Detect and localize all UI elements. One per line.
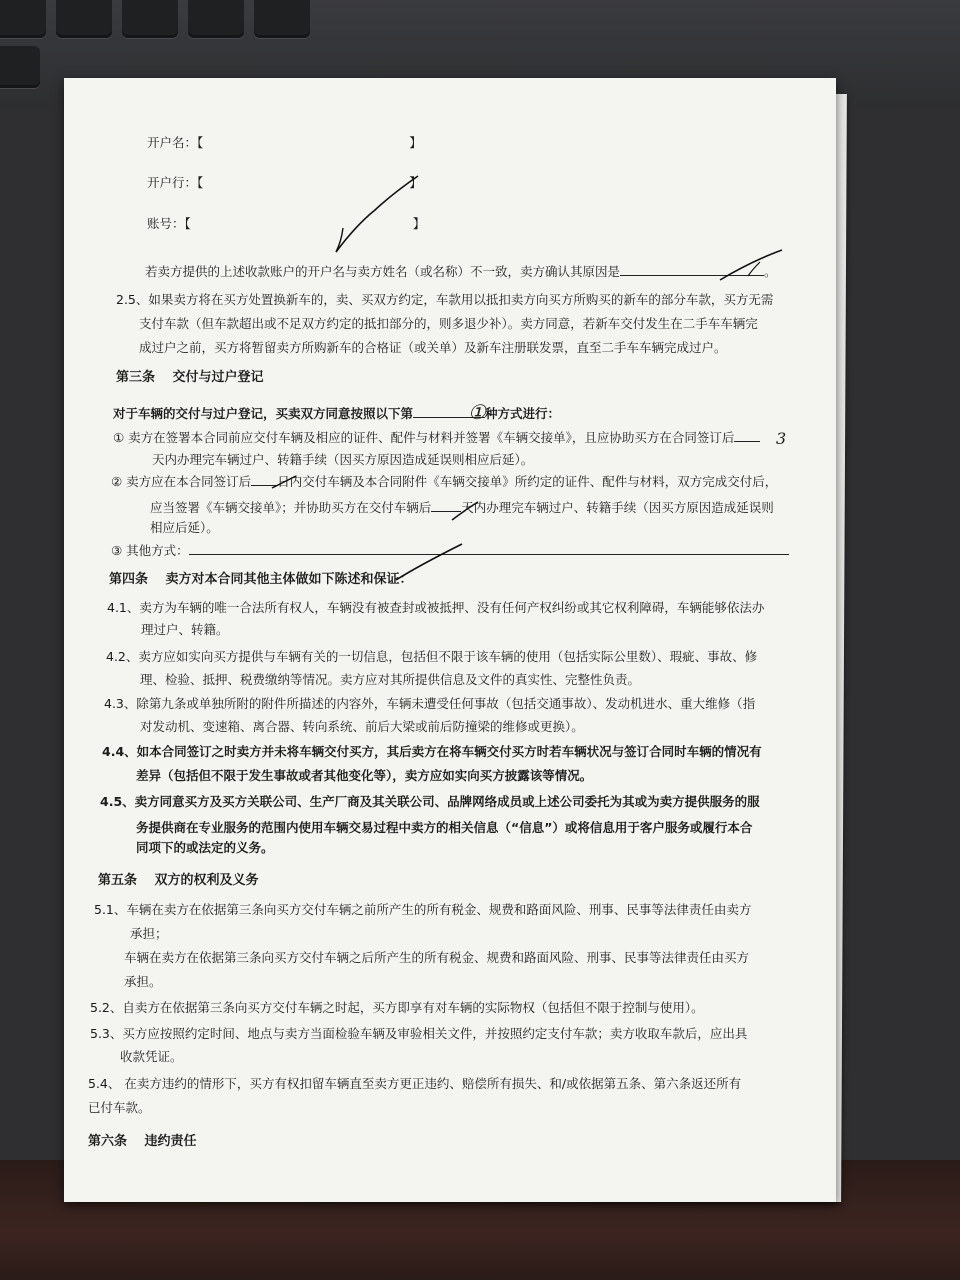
option-1-line-2: 天内办理完车辆过户、转籍手续（因买方原因造成延误则相应后延）。 [152,452,534,467]
clause-5-4-line-2: 已付车款。 [88,1100,151,1115]
bank-field: 开户行：【 】 [147,175,422,190]
option-3: ③ 其他方式： [111,541,789,559]
article-4-title: 第四条 卖方对本合同其他主体做如下陈述和保证： [109,572,413,587]
clause-5-1-line-4: 承担。 [124,974,162,989]
mismatch-clause: 若卖方提供的上述收款账户的开户名与卖方姓名（或名称）不一致，卖方确认其原因是 。 [145,264,777,279]
clause-5-1-line-3: 车辆在卖方在依据第三条向买方交付车辆之后所产生的所有税金、规费和路面风险、刑事、民事等法律责任由买方 [124,950,750,965]
option-2-line-1: ② 卖方应在本合同签订后 日内交付车辆及本合同附件《车辆交接单》所约定的证件、配件与材料，双方完成交付后， [111,474,778,489]
clause-5-4-line-1: 5.4、 在卖方违约的情形下，买方有权扣留车辆直至卖方更正违约、赔偿所有损失、和/或依据第五条、第六条返还所有 [88,1076,742,1091]
account-name-field: 开户名：【 】 [147,135,422,150]
clause-4-5-line-3: 同项下的或法定的义务。 [136,840,274,855]
clause-4-2-line-1: 4.2、卖方应如实向买方提供与车辆有关的一切信息，包括但不限于该车辆的使用（包括实际公里数）、瑕疵、事故、修 [106,649,758,664]
clause-4-2-line-2: 理、检验、抵押、税费缴纳等情况。卖方应对其所提供信息及文件的真实性、完整性负责。 [140,672,641,687]
contract-page [64,78,836,1202]
clause-4-1-line-2: 理过户、转籍。 [141,622,229,637]
handwritten-option-number: ① [468,400,486,424]
clause-2-5-line-3: 成过户之前，买方将暂留卖方所购新车的合格证（或关单）及新车注册联发票，直至二手车车辆完成过户。 [139,340,727,355]
clause-5-1-line-1: 5.1、车辆在卖方在依据第三条向买方交付车辆之前所产生的所有税金、规费和路面风险、刑事、民事等法律责任由卖方 [94,902,752,917]
clause-4-5-line-1: 4.5、卖方同意买方及买方关联公司、生产厂商及其关联公司、品牌网络成员或上述公司委托为其或为卖方提供服务的服 [100,794,760,809]
article-3-intro: 对于车辆的交付与过户登记，买卖双方同意按照以下第 种方式进行： [113,406,561,421]
clause-5-3-line-2: 收款凭证。 [120,1049,183,1064]
article-3-title: 第三条 交付与过户登记 [116,370,264,385]
clause-2-5-line-2: 支付车款（但车款超出或不足双方约定的抵扣部分的，则多退少补）。卖方同意，若新车交付发生在二手车车辆完 [139,316,758,331]
clause-4-3-line-1: 4.3、除第九条或单独所附的附件所描述的内容外，车辆未遭受任何事故（包括交通事故）、发动机进水、重大维修（指 [104,696,756,711]
clause-5-2: 5.2、自卖方在依据第三条向买方交付车辆之时起，买方即享有对车辆的实际物权（包括但不限于控制与使用）。 [90,1000,704,1015]
handwritten-days: 3 [776,429,787,448]
article-5-title: 第五条 双方的权利及义务 [98,873,259,888]
account-number-field: 账号：【 】 [147,216,426,231]
clause-4-5-line-2: 务提供商在专业服务的范围内使用车辆交易过程中卖方的相关信息（“信息”）或将信息用于客户服务或履行本合 [136,820,753,835]
clause-4-4-line-2: 差异（包括但不限于发生事故或者其他变化等），卖方应如实向买方披露该等情况。 [136,768,593,783]
option-2-line-2: 应当签署《车辆交接单》；并协助买方在交付车辆后 天内办理完车辆过户、转籍手续（因买方原因造成延误则 [150,500,774,515]
clause-4-3-line-2: 对发动机、变速箱、离合器、转向系统、前后大梁或前后防撞梁的维修或更换）。 [140,719,584,734]
option-2-line-3: 相应后延）。 [150,520,219,535]
clause-5-3-line-1: 5.3、买方应按照约定时间、地点与卖方当面检验车辆及审验相关文件，并按照约定支付车款；卖方收取车款后，应出具 [90,1026,748,1041]
clause-5-1-line-2: 承担； [130,926,168,941]
clause-4-1-line-1: 4.1、卖方为车辆的唯一合法所有权人，车辆没有被查封或被抵押、没有任何产权纠纷或其它权利障碍，车辆能够依法办 [107,600,765,615]
option-1-line-1: ① 卖方在签署本合同前应交付车辆及相应的证件、配件与材料并签署《车辆交接单》，且应协助买方在合同签订后 [113,428,760,446]
clause-4-4-line-1: 4.4、如本合同签订之时卖方并未将车辆交付买方，其后卖方在将车辆交付买方时若车辆状况与签订合同时车辆的情况有 [102,744,762,759]
article-6-title: 第六条 违约责任 [88,1134,197,1149]
clause-2-5-line-1: 2.5、如果卖方将在买方处置换新车的，卖、买双方约定，车款用以抵扣卖方向买方所购买的新车的部分车款，买方无需 [116,292,774,307]
